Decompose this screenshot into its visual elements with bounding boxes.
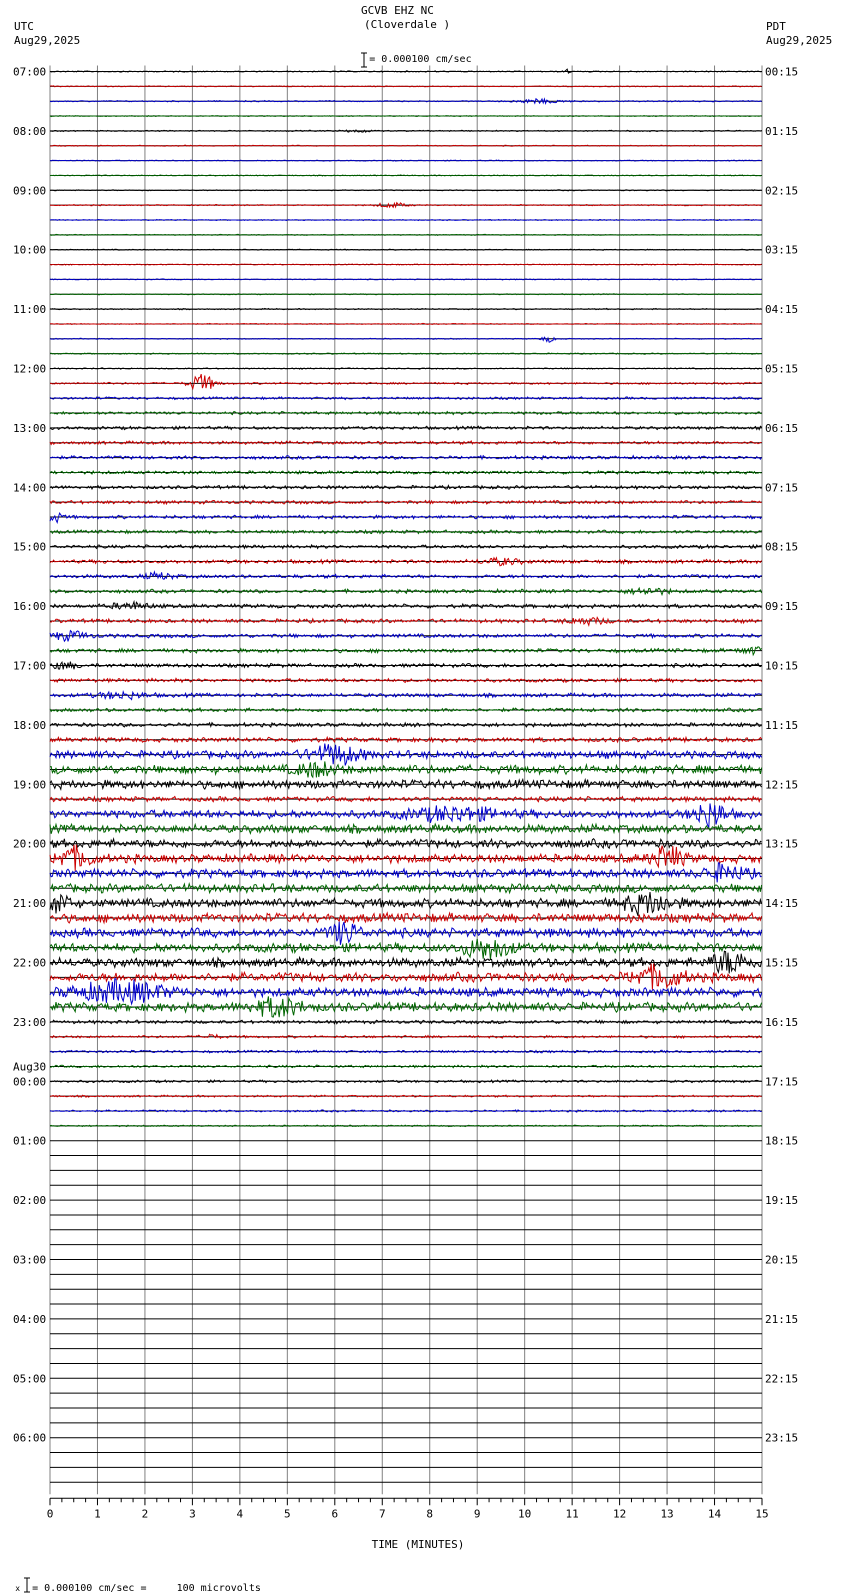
pdt-hour-label: 07:15 [765,481,799,495]
trace-row-47 [50,761,762,777]
x-axis [47,1498,769,1520]
utc-date-label: Aug30 [13,1060,47,1074]
utc-hour-label: 08:00 [13,124,47,138]
pdt-hour-label: 12:15 [765,778,799,792]
pdt-hour-label: 00:15 [765,65,799,79]
x-tick-label: 6 [331,1507,339,1521]
utc-hour-label: 05:00 [13,1372,47,1386]
utc-hour-label: 00:00 [13,1075,47,1089]
trace-row-18 [50,337,762,342]
utc-hour-label: 20:00 [13,837,47,851]
pdt-hour-label: 04:15 [765,303,799,317]
trace-row-25 [50,441,762,444]
footer-prefix: x [15,1584,21,1593]
footer-scale-bar-icon [20,1581,32,1595]
utc-hour-label: 23:00 [13,1015,47,1029]
x-tick-label: 14 [707,1507,722,1521]
utc-hour-label: 04:00 [13,1312,47,1326]
trace-row-62 [50,979,762,1004]
utc-hour-label: 02:00 [13,1194,47,1208]
right-date: Aug29,2025 [766,34,833,47]
utc-hour-label: 16:00 [13,600,47,614]
x-tick-label: 12 [612,1507,627,1521]
scale-text: = 0.000100 cm/sec [369,54,472,65]
left-timezone: UTC [14,20,34,33]
trace-row-53 [50,845,762,871]
pdt-hour-label: 03:15 [765,243,799,257]
pdt-hour-label: 23:15 [765,1431,799,1445]
trace-row-24 [50,426,762,430]
pdt-hour-label: 06:15 [765,421,799,435]
utc-hour-label: 07:00 [13,65,47,79]
x-tick-label: 7 [378,1507,386,1521]
pdt-hour-label: 16:15 [765,1015,799,1029]
x-tick-label: 5 [284,1507,291,1521]
utc-hour-labels [13,66,46,1445]
pdt-hour-labels [765,66,798,1445]
pdt-hour-label: 05:15 [765,362,799,376]
x-tick-label: 0 [46,1507,54,1521]
trace-row-30 [50,513,762,522]
right-timezone: PDT [766,20,786,33]
pdt-hour-label: 14:15 [765,897,799,911]
utc-hour-label: 14:00 [13,481,47,495]
utc-hour-label: 06:00 [13,1431,47,1445]
x-axis-label: TIME (MINUTES) [371,1538,465,1551]
trace-row-4 [50,130,762,132]
utc-hour-label: 03:00 [13,1253,47,1267]
station-location: (Cloverdale ) [364,18,451,31]
trace-row-50 [50,804,762,828]
pdt-hour-label: 01:15 [765,124,799,138]
trace-row-21 [50,374,762,389]
pdt-hour-label: 21:15 [765,1312,799,1326]
station-title: GCVB EHZ NC [361,4,434,17]
pdt-hour-label: 22:15 [765,1372,799,1386]
x-tick-label: 3 [189,1507,196,1521]
pdt-hour-label: 10:15 [765,659,799,673]
trace-row-56 [50,892,762,916]
x-tick-label: 4 [236,1507,244,1521]
trace-row-54 [50,863,762,883]
x-tick-label: 8 [426,1507,434,1521]
pdt-hour-label: 19:15 [765,1194,799,1208]
x-tick-label: 15 [755,1507,769,1521]
x-tick-label: 10 [518,1507,532,1521]
pdt-hour-label: 18:15 [765,1134,799,1148]
utc-hour-label: 21:00 [13,897,47,911]
utc-hour-label: 11:00 [13,303,47,317]
pdt-hour-label: 13:15 [765,837,799,851]
utc-hour-label: 17:00 [13,659,47,673]
x-tick-label: 13 [660,1507,674,1521]
trace-row-2 [50,99,762,104]
pdt-hour-label: 08:15 [765,540,799,554]
x-tick-label: 9 [473,1507,481,1521]
left-date: Aug29,2025 [14,34,81,47]
trace-row-63 [50,996,762,1017]
pdt-hour-label: 11:15 [765,718,799,732]
trace-row-71 [50,1125,762,1127]
utc-hour-label: 13:00 [13,421,47,435]
trace-row-34 [50,572,762,579]
trace-row-36 [50,602,762,609]
x-tick-label: 2 [141,1507,149,1521]
utc-hour-label: 15:00 [13,540,47,554]
x-tick-label: 1 [94,1507,101,1521]
utc-hour-label: 19:00 [13,778,47,792]
pdt-hour-label: 09:15 [765,600,799,614]
utc-hour-label: 09:00 [13,184,47,198]
utc-hour-label: 10:00 [13,243,47,257]
x-tick-label: 11 [565,1507,579,1521]
footer-scale-text: = 0.000100 cm/sec = 100 microvolts [32,1583,261,1594]
pdt-hour-label: 17:15 [765,1075,799,1089]
utc-hour-label: 12:00 [13,362,47,376]
seismic-traces [50,69,762,1126]
trace-row-70 [50,1110,762,1112]
utc-hour-label: 01:00 [13,1134,47,1148]
row-baselines [50,72,762,1483]
utc-hour-label: 22:00 [13,956,47,970]
pdt-hour-label: 02:15 [765,184,799,198]
pdt-hour-label: 15:15 [765,956,799,970]
utc-hour-label: 18:00 [13,718,47,732]
trace-row-59 [50,939,762,960]
footer-scale [2,1567,261,1596]
pdt-hour-label: 20:15 [765,1253,799,1267]
